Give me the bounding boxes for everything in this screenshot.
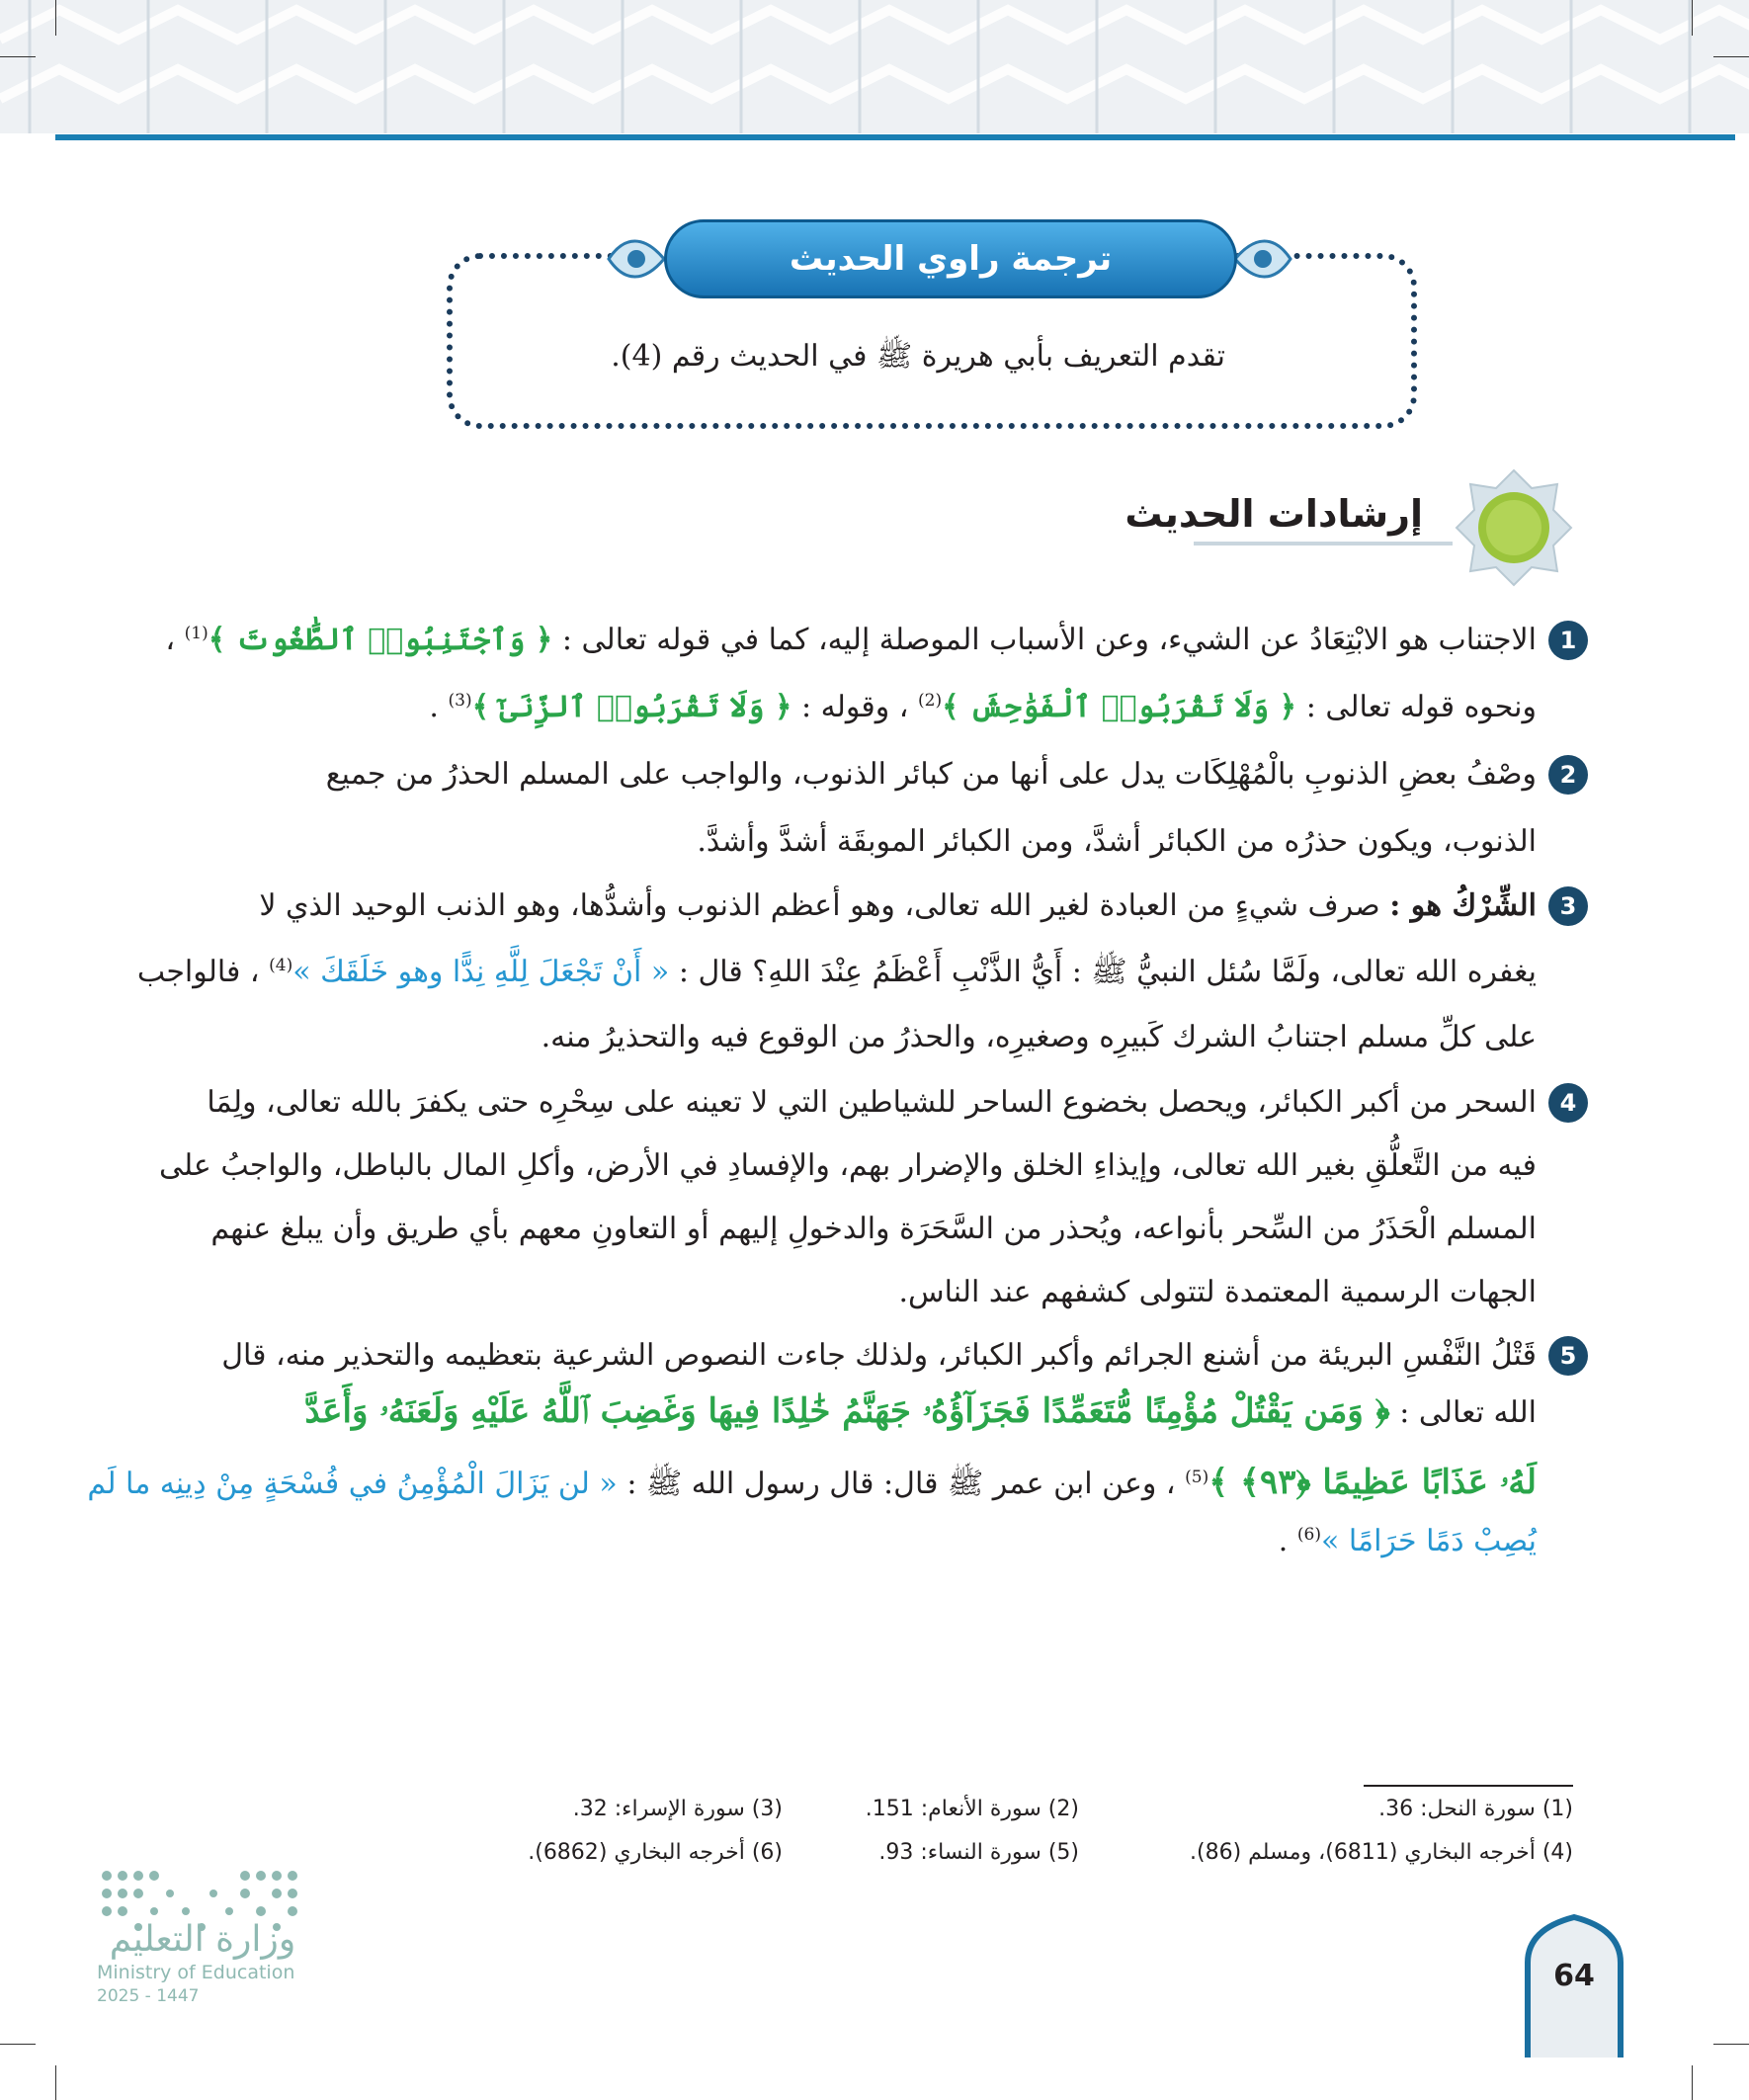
point-5-line-2: الله تعالى : ﴿ وَمَن يَقْتُلْ مُؤْمِنًا مُّتَعَمِّدًا فَجَزَآؤُهُۥ جَهَنَّمُ خَٰلِدًا فِيهَا وَغَضِبَ ٱللَّهُ عَلَيْهِ وَلَعَنَهُۥ وَأَعَدَّ <box>304 1391 1537 1431</box>
narrator-title: ترجمة راوي الحديث <box>664 219 1237 298</box>
crop-mark <box>1692 0 1693 36</box>
footnote: (2) سورة الأنعام: 151. <box>865 1797 1079 1821</box>
point-1-line-2: ونحوه قوله تعالى : ﴿ وَلَا تَقْرَبُوا۟ ٱلْفَوَٰحِشَ ﴾$^{(2)}$ ، وقوله : ﴿ وَلَا تَقْرَبُوا۟ ٱلزِّنَىٰٓ ﴾$^{(3)}$ . <box>429 690 1537 724</box>
point-4-line-1: السحر من أكبر الكبائر، ويحصل بخضوع الساحر للشياطين التي لا تعينه على سِحْرِه حتى يكفرَ بالله تعالى، ولِمَا <box>207 1085 1537 1120</box>
point-5-line-1: قَتْلُ النَّفْسِ البريئة من أشنع الجرائم وأكبر الكبائر، ولذلك جاءت النصوص الشرعية بتعظيمه والتحذير منه، قال <box>221 1338 1537 1373</box>
point-3-line-2: يغفره الله تعالى، ولَمَّا سُئل النبيُّ ﷺ : أَيُّ الذَّنْبِ أَعْظَمُ عِنْدَ اللهِ؟ قال : « أَنْ تَجْعَلَ لِلَّهِ نِدًّا وهو خَلَقَكَ »$^{(4)}$ ، فالواجب <box>136 955 1537 989</box>
ministry-name-ar: وزارة التعليم <box>109 1919 296 1960</box>
crop-mark <box>55 0 56 36</box>
point-5-line-4: يُصِبْ دَمًا حَرَامًا »$^{(6)}$ . <box>1278 1524 1537 1558</box>
crop-mark <box>1692 2065 1693 2100</box>
point-2-line-1: وصْفُ بعضِ الذنوبِ بالْمُهْلِكَات يدل على أنها من كبائر الذنوب، والواجب على المسلم الحذرُ من جميع <box>325 757 1537 792</box>
ornament-icon <box>1233 231 1294 287</box>
footnote: (6) أخرجه البخاري (6862). <box>528 1840 783 1865</box>
page-number: 64 <box>1553 1959 1595 1993</box>
point-4-line-4: الجهات الرسمية المعتمدة لتتولى كشفهم عند الناس. <box>898 1275 1537 1309</box>
point-number: 5 <box>1548 1336 1588 1376</box>
header-accent-line <box>55 134 1735 140</box>
star-badge-icon <box>1453 466 1575 589</box>
narrator-text: تقدم التعريف بأبي هريرة ﷺ في الحديث رقم (4). <box>611 339 1225 374</box>
ministry-name-en: Ministry of Education <box>97 1962 295 1983</box>
footnote: (5) سورة النساء: 93. <box>878 1840 1079 1865</box>
crop-mark <box>0 2044 36 2045</box>
crop-mark <box>0 56 36 57</box>
point-number: 2 <box>1548 755 1588 795</box>
point-1-line-1: الاجتناب هو الابْتِعَادُ عن الشيء، وعن الأسباب الموصلة إليه، كما في قوله تعالى : ﴿ وَٱجْتَنِبُوا۟ ٱلطَّٰغُوتَ ﴾$^{(1)}$ ، <box>165 623 1537 657</box>
point-number: 1 <box>1548 621 1588 660</box>
crop-mark <box>1713 56 1749 57</box>
point-number: 3 <box>1548 886 1588 926</box>
footnote: (4) أخرجه البخاري (6811)، ومسلم (86). <box>1190 1840 1573 1865</box>
heading-underline <box>1194 542 1453 546</box>
crop-mark <box>55 2065 56 2100</box>
point-4-line-2: فيه من التَّعلُّقِ بغير الله تعالى، وإيذاءِ الخلق والإضرار بهم، والإفسادِ في الأرض، وأكلِ المال بالباطل، والواجبُ على <box>158 1148 1537 1183</box>
header-pattern-band <box>0 0 1749 133</box>
point-3-line-1: الشِّرْكُ هو : صرف شيءٍ من العبادة لغير الله تعالى، وهو أعظم الذنوب وأشدُّها، وهو الذنب الوحيد الذي لا <box>259 888 1537 923</box>
crop-mark <box>1713 2044 1749 2045</box>
ornament-icon <box>605 231 666 287</box>
section-heading: إرشادات الحديث <box>1124 492 1423 536</box>
footnote-rule <box>1364 1785 1573 1787</box>
point-4-line-3: المسلم الْحَذَرُ من السِّحر بأنواعه، ويُحذر من السَّحَرَة والدخولِ إليهم أو التعاونِ معهم بأي طريق وأن يبلغ عنهم <box>210 1212 1537 1246</box>
footnote: (3) سورة الإسراء: 32. <box>572 1797 783 1821</box>
point-number: 4 <box>1548 1083 1588 1123</box>
footnote: (1) سورة النحل: 36. <box>1378 1797 1573 1821</box>
ministry-year: 2025 - 1447 <box>97 1986 200 2006</box>
point-5-line-3: لَهُۥ عَذَابًا عَظِيمًا ﴿٩٣﴾ ﴾$^{(5)}$ ، وعن ابن عمر ﷺ قال: قال رسول الله ﷺ : « لن يَزَالَ الْمُؤْمِنُ في فُسْحَةٍ مِنْ دِينِه ما لَم <box>87 1463 1537 1502</box>
geometric-pattern <box>0 0 1749 133</box>
point-3-line-3: على كلِّ مسلم اجتنابُ الشرك كَبيرِه وصغيرِه، والحذرُ من الوقوع فيه والتحذيرُ منه. <box>541 1020 1537 1054</box>
point-2-line-2: الذنوب، ويكون حذرُه من الكبائر أشدَّ، ومن الكبائر الموبقَة أشدَّ وأشدَّ. <box>697 824 1537 859</box>
